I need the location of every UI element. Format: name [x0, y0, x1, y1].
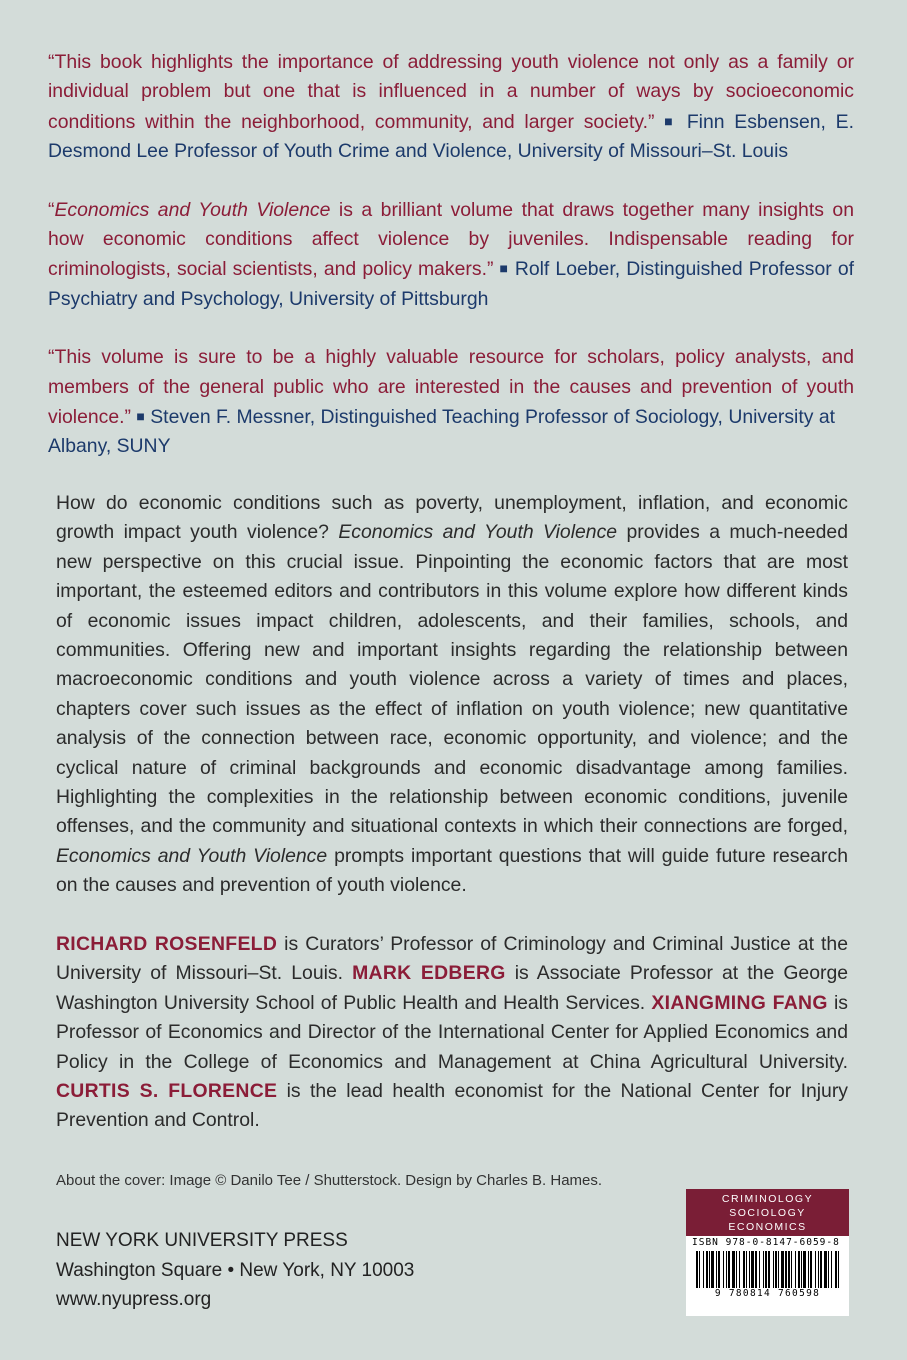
- praise-quotes: [48, 48, 854, 491]
- barcode-bar: [815, 1251, 816, 1291]
- publisher-url: www.nyupress.org: [56, 1289, 212, 1310]
- subject-label: CRIMINOLOGY: [721, 1192, 814, 1205]
- barcode-bar: [831, 1251, 832, 1291]
- subject-categories: [686, 1189, 849, 1236]
- barcode-bar: [726, 1251, 727, 1291]
- barcode-bar: [696, 1251, 698, 1291]
- barcode-bar: [773, 1251, 774, 1291]
- barcode-bar: [838, 1251, 839, 1291]
- barcode-bar: [751, 1251, 754, 1291]
- barcode-bar: [759, 1251, 760, 1291]
- barcode-bar: [781, 1251, 784, 1291]
- quote-attribution: Finn Esbensen, E. Desmond Lee Professor of Youth Crime and Violence, University of Missouri–St. Louis: [48, 110, 855, 163]
- barcode-bar: [763, 1251, 764, 1291]
- publisher-name: NEW YORK UNIVERSITY PRESS: [56, 1230, 348, 1251]
- barcode-panel: [686, 1189, 849, 1316]
- separator-square: ■: [499, 260, 509, 277]
- barcode-bar: [716, 1251, 717, 1291]
- barcode-bar: [755, 1251, 757, 1291]
- barcode-bar: [739, 1251, 740, 1291]
- quote-messner: “This volume is sure to be a highly valuable resource for scholars, policy analysts, and members of the general public who are interested in the causes and prevention of youth violence.” ■ Steven F. Messner, Distinguished Teaching Professor of Sociology, University at Albany, SUNY: [48, 343, 854, 462]
- barcode-bar: [803, 1251, 806, 1291]
- separator-square: ■: [664, 112, 678, 129]
- barcode-bar: [778, 1251, 779, 1291]
- barcode-bar: [818, 1251, 819, 1291]
- book-title: Economics and Youth Violence: [338, 521, 618, 544]
- barcode-digits: 9 780814 760598: [688, 1288, 847, 1299]
- barcode-bar: [801, 1251, 802, 1291]
- barcode-bar: [828, 1251, 829, 1291]
- barcode-bar: [718, 1251, 720, 1291]
- separator-square: ■: [136, 408, 145, 425]
- barcode-bar: [743, 1251, 745, 1291]
- editor-name: MARK EDBERG: [352, 962, 506, 985]
- book-description: How do economic conditions such as poverty, unemployment, inflation, and economic growth impact youth violence? Economics and Youth Violence provides a much-needed new perspective on this crucial issue. Pinpointing the economic factors that are most important, the esteemed editors and contributors in this volume explore how different kinds of economic issues impact children, adolescents, and their families, schools, and communities. Offering new and important insights regarding the relationship between macroeconomic conditions and youth violence across a variety of times and places, chapters cover such issues as the effect of inflation on youth violence; new quantitative analysis of the connection between race, economic opportunity, and violence; and the cyclical nature of criminal backgrounds and economic disadvantage among families. Highlighting the complexities in the relationship between economic conditions, juvenile offenses, and the community and situational contexts in which their connections are forged, Economics and Youth Violence prompts important questions that will guide future research on the causes and prevention of youth violence.: [56, 492, 848, 897]
- isbn-label: ISBN 978-0-8147-6059-8: [692, 1237, 840, 1248]
- barcode-bar: [765, 1251, 767, 1291]
- barcode-bar: [810, 1251, 812, 1291]
- cover-credit: About the cover: Image © Danilo Tee / Shutterstock. Design by Charles B. Hames.: [56, 1172, 603, 1189]
- barcode-bar: [728, 1251, 730, 1291]
- publisher-address: Washington Square • New York, NY 10003: [56, 1259, 415, 1281]
- barcode-bar: [808, 1251, 809, 1291]
- barcode-bar: [711, 1251, 714, 1291]
- barcode-bar: [706, 1251, 708, 1291]
- barcode-bar: [820, 1251, 822, 1291]
- barcode-bar: [798, 1251, 800, 1291]
- editor-name: CURTIS S. FLORENCE: [56, 1080, 278, 1103]
- quote-attribution: Rolf Loeber, Distinguished Professor of Psychiatry and Psychology, University of Pittsburgh: [48, 258, 854, 310]
- quote-attribution: Steven F. Messner, Distinguished Teaching Professor of Sociology, University at: [150, 406, 835, 429]
- quote-esbensen: “This book highlights the importance of addressing youth violence not only as a family or individual problem but one that is influenced in a number of ways by socioeconomic conditions within the neighborhood, community, and larger society.” ■ Finn Esbensen, E. Desmond Lee Professor of Youth Crime and Violence, University of Missouri–St. Louis: [48, 51, 855, 163]
- barcode-bar: [746, 1251, 747, 1291]
- quote-text: is a brilliant volume that draws together many insights on how economic conditions affect violence by juveniles. Indispensable reading for criminologists, social scientists, and policy makers.”: [48, 198, 854, 281]
- barcode-bar: [732, 1251, 735, 1291]
- editor-bios: RICHARD ROSENFELD is Curators’ Professor of Criminology and Criminal Justice at the University of Missouri–St. Louis. MARK EDBERG is Associate Professor at the George Washington University School of Public Health and Health Services. XIANGMING FANG is Professor of Economics and Director of the International Center for Applied Economics and Policy in the College of Economics and Management at China Agricultural University. CURTIS S. FLORENCE is the lead health economist for the National Center for Injury Prevention and Control.: [56, 933, 849, 1132]
- editor-name: RICHARD ROSENFELD: [56, 933, 278, 955]
- quote-text: This book highlights the importance of addressing youth violence not only as a family or individual problem but one that is influenced in a number of ways by socioeconomic conditions within the neighborhood, community, and larger society.”: [48, 51, 854, 133]
- quote-text: This volume is sure to be a highly valuable resource for scholars, policy analysts, and members of the general public who are interested in the causes and prevention of youth violence.”: [48, 346, 854, 429]
- quote-attribution-end: Albany, SUNY: [48, 435, 171, 458]
- barcode-bar: [788, 1251, 790, 1291]
- barcode-bar: [703, 1251, 704, 1291]
- barcode-bar: [791, 1251, 792, 1291]
- barcode-bar: [699, 1251, 700, 1291]
- barcode-bar: [723, 1251, 724, 1291]
- barcode-bar: [824, 1251, 827, 1291]
- barcode-bar: [785, 1251, 787, 1291]
- barcode-bar: [835, 1251, 837, 1291]
- subject-label: ECONOMICS: [728, 1220, 807, 1233]
- book-title: Economics and Youth Violence: [56, 844, 328, 867]
- publisher-info: [56, 1226, 414, 1315]
- barcode-bar: [749, 1251, 750, 1291]
- barcode-bar: [709, 1251, 710, 1291]
- barcode-bar: [736, 1251, 737, 1291]
- barcode-bar: [768, 1251, 770, 1291]
- subject-label: SOCIOLOGY: [729, 1206, 806, 1219]
- editor-name: XIANGMING FANG: [651, 991, 828, 1014]
- barcode-bar: [795, 1251, 796, 1291]
- barcode-bar: [775, 1251, 777, 1291]
- quote-loeber: “Economics and Youth Violence is a brilliant volume that draws together many insights on how economic conditions affect violence by juveniles. Indispensable reading for criminologists, social scientists, and policy makers.” ■ Rolf Loeber, Distinguished Professor of Psychiatry and Psychology, University of Pittsburgh: [48, 198, 854, 310]
- book-title: Economics and Youth Violence: [54, 198, 331, 221]
